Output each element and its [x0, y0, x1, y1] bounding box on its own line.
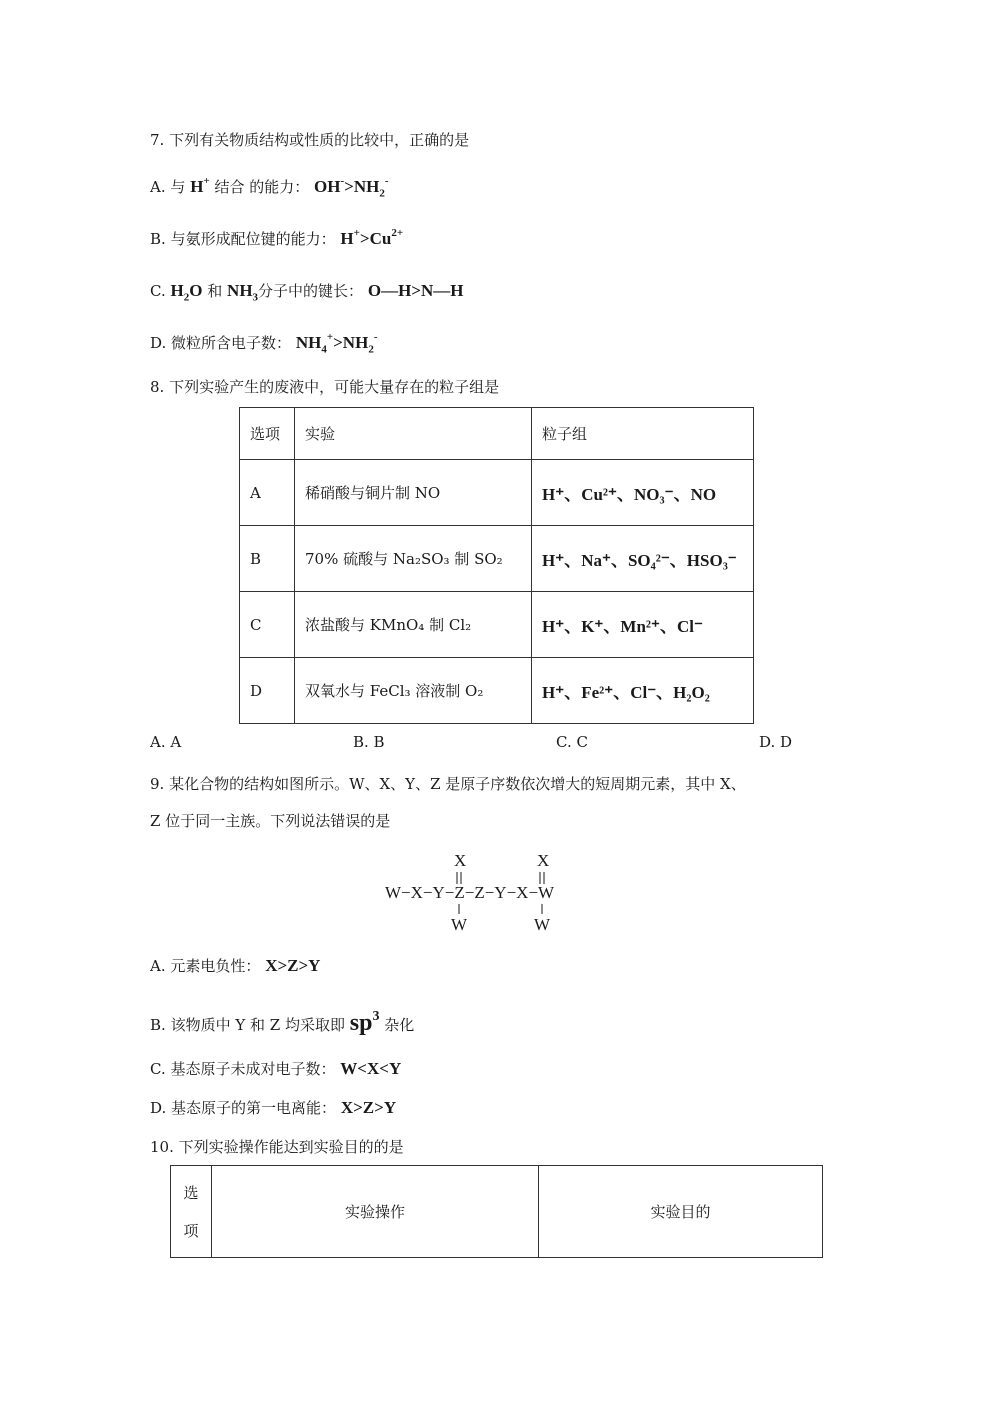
structure-diagram: [380, 848, 620, 936]
top-atom-x: X: [454, 851, 467, 870]
q10-stem: 10. 下列实验操作能达到实验目的的是: [150, 1138, 404, 1156]
q7-stem: 7. 下列有关物质结构或性质的比较中，正确的是: [150, 131, 470, 149]
structure-main-chain: W−X−Y−Z−Z−Y−X−W: [385, 883, 555, 902]
top-atom-x: X: [537, 851, 550, 870]
header-cell: 选 项: [171, 1166, 212, 1258]
q8-option-c: C. C: [556, 733, 588, 751]
table-row: B 70% 硫酸与 Na₂SO₃ 制 SO₂ H⁺、Na⁺、SO₄²⁻、HSO₃⁻: [240, 526, 754, 592]
table-row: A 稀硝酸与铜片制 NO H⁺、Cu²⁺、NO₃⁻、NO: [240, 460, 754, 526]
bottom-atom-w: W: [451, 915, 468, 934]
header-cell: 实验目的: [539, 1166, 823, 1258]
header-cell: 粒子组: [532, 408, 754, 460]
q8-table: [239, 407, 754, 724]
q8-option-d: D. D: [759, 733, 793, 751]
table-row: D 双氧水与 FeCl₃ 溶液制 O₂ H⁺、Fe²⁺、Cl⁻、H₂O₂: [240, 658, 754, 724]
header-cell: 实验: [295, 408, 532, 460]
q7-option-c: C. $H_2O$ 和 $NH_3$分子中的键长： O—H>N—H: [150, 281, 464, 304]
q9-option-c: C. 基态原子未成对电子数： W<X<Y: [150, 1059, 402, 1078]
q9-option-a: A. 元素电负性： X>Z>Y: [150, 956, 321, 975]
q10-table: [170, 1165, 823, 1258]
q9-option-b: B. 该物质中 Y 和 Z 均采取即 $sp^3$ 杂化: [150, 1009, 415, 1036]
q8-stem: 8. 下列实验产生的废液中，可能大量存在的粒子组是: [150, 378, 500, 396]
q9-stem-line2: Z 位于同一主族。下列说法错误的是: [150, 812, 391, 830]
q8-option-a: A. A: [150, 733, 182, 751]
q7-option-d: D. 微粒所含电子数： $NH_4^+>NH_2^-$: [150, 331, 378, 356]
q7-option-b: B. 与氨形成配位键的能力： $H^+>Cu^{2+}$: [150, 227, 404, 248]
bottom-atom-w: W: [534, 915, 551, 934]
header-cell: 实验操作: [212, 1166, 539, 1258]
q7-option-a: A. 与 H+ 结合 的能力： $OH^->NH_2^-$: [150, 175, 389, 200]
q9-option-d: D. 基态原子的第一电离能： X>Z>Y: [150, 1098, 397, 1117]
table-header-row: [171, 1166, 823, 1258]
table-header-row: [240, 408, 754, 460]
table-row: C 浓盐酸与 KMnO₄ 制 Cl₂ H⁺、K⁺、Mn²⁺、Cl⁻: [240, 592, 754, 658]
q8-option-b: B. B: [353, 733, 385, 751]
q9-stem-line1: 9. 某化合物的结构如图所示。W、X、Y、Z 是原子序数依次增大的短周期元素，其中 X、: [150, 775, 746, 793]
header-cell: 选项: [240, 408, 295, 460]
